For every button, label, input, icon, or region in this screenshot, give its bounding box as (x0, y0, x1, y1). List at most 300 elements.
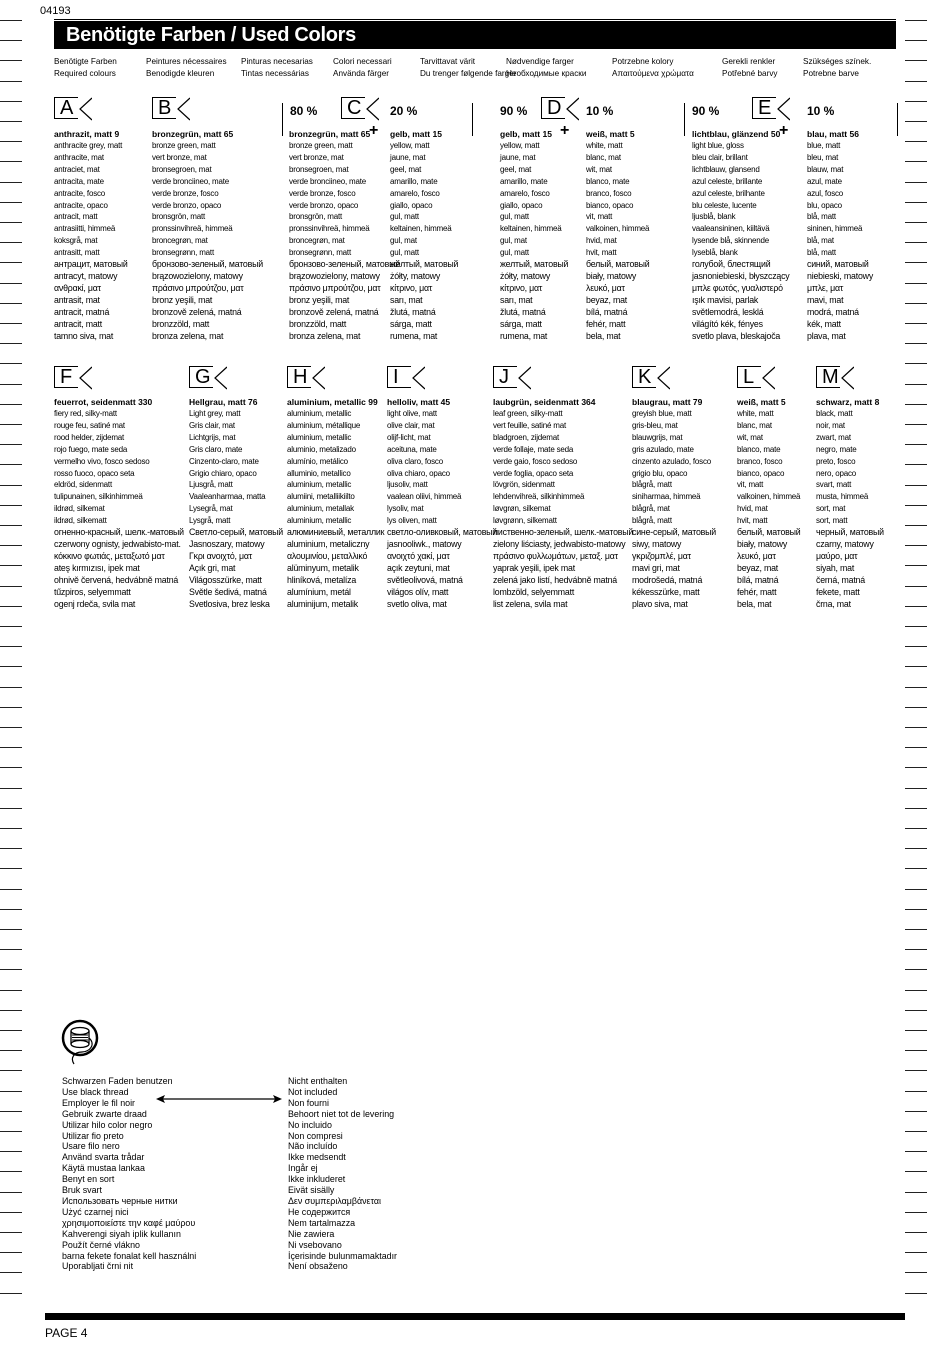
thread-line: Använd svarta trådar (62, 1152, 145, 1163)
color-name-translation: noir, mat (816, 420, 845, 430)
header-label: Pinturas necesarias (241, 57, 313, 66)
color-name-translation: světlemodrá, lesklá (692, 306, 764, 317)
color-entry (632, 397, 716, 610)
color-name-translation: geel, mat (390, 164, 422, 174)
color-name-translation: bronsegrønn, matt (152, 248, 214, 258)
thread-line: Behoort niet tot de levering (288, 1108, 395, 1119)
mix-plus-sign: + (560, 122, 570, 139)
margin-tick (0, 384, 22, 385)
color-name-translation: svetlo plava, bleskajoča (692, 330, 781, 341)
margin-tick (905, 60, 927, 61)
color-name-translation: musta, himmeä (816, 492, 869, 502)
color-name-translation: sort, matt (816, 516, 848, 526)
divider-line (472, 103, 473, 136)
top-rule (54, 19, 896, 20)
color-name-translation: aluminium, métallique (287, 420, 361, 430)
header-label-group (612, 56, 694, 80)
margin-tick (905, 969, 927, 970)
margin-tick (905, 101, 927, 102)
color-name-translation: πράσινο μπρούτζου, ματ (289, 282, 381, 293)
margin-tick (905, 828, 927, 829)
color-name-translation: Jasnoszary, matowy (189, 538, 265, 549)
thread-line: Não incluído (288, 1141, 338, 1152)
mix-percent: 90 % (692, 104, 720, 118)
color-name-translation: hvid, mat (586, 236, 617, 246)
color-name-translation: valkoinen, himmeä (737, 492, 801, 502)
color-letter: E (758, 97, 772, 119)
margin-tick (0, 606, 22, 607)
color-name-main: lichtblau, glänzend 50 (692, 129, 781, 139)
color-name-translation: azul, mate (807, 176, 842, 186)
thread-line: Kahverengi siyah iplik kullanın (62, 1228, 181, 1239)
color-name-main: blaugrau, matt 79 (632, 397, 703, 407)
color-name-translation: brązowozielony, matowy (152, 270, 243, 281)
color-name-translation: jasnooliwk., matowy (387, 538, 462, 549)
color-name-translation: tűzpiros, selyemmatt (54, 586, 131, 597)
margin-tick (905, 464, 927, 465)
margin-tick (905, 202, 927, 203)
thread-line: Employer le fil noir (62, 1097, 135, 1108)
margin-tick (905, 1212, 927, 1213)
color-name-translation: bronsgrön, matt (152, 212, 206, 222)
color-name-translation: alumínium, metál (287, 586, 351, 597)
margin-tick (905, 646, 927, 647)
color-letter-box (493, 366, 531, 388)
margin-tick (0, 323, 22, 324)
color-name-translation: siwy, matowy (632, 538, 682, 549)
header-label-group (333, 56, 392, 80)
margin-tick (905, 889, 927, 890)
margin-tick (0, 889, 22, 890)
page-code: 04193 (40, 5, 71, 17)
color-entry (807, 129, 873, 342)
margin-tick (0, 121, 22, 122)
color-name-translation: zelená jako listí, hedvábně matná (493, 574, 617, 585)
color-name-translation: zielony liściasty, jedwabisto-matowy (493, 538, 626, 549)
color-name-translation: vermelho vivo, fosco sedoso (54, 456, 150, 466)
margin-tick (0, 1030, 22, 1031)
color-entry (737, 397, 800, 610)
margin-tick (0, 1192, 22, 1193)
margin-tick (0, 303, 22, 304)
color-entry (692, 129, 789, 342)
color-name-translation: olijf-licht, mat (387, 432, 431, 442)
margin-tick (905, 990, 927, 991)
margin-tick (905, 868, 927, 869)
margin-tick (0, 1111, 22, 1112)
color-name-translation: blå, matt (807, 212, 836, 222)
margin-tick (0, 990, 22, 991)
color-name-translation: rumena, mat (500, 330, 548, 341)
color-name-translation: fehér, matt (737, 586, 777, 597)
color-name-translation: Világosszürke, matt (189, 574, 262, 585)
color-name-translation: żółty, matowy (390, 270, 441, 281)
thread-line: Ikke medsendt (288, 1152, 346, 1163)
color-name-translation: lichtblauw, glansend (692, 164, 760, 174)
color-name-translation: list zelena, svila mat (493, 598, 568, 609)
color-name-translation: cinzento azulado, fosco (632, 456, 712, 466)
margin-tick (0, 141, 22, 142)
thread-line: Ni vsebovano (288, 1239, 342, 1250)
color-name-translation: açık zeytuni, mat (387, 562, 450, 573)
color-name-translation: сине-серый, матовый (632, 527, 716, 538)
margin-tick (905, 1192, 927, 1193)
color-name-translation: broncegrøn, mat (289, 236, 345, 246)
color-letter-box (341, 97, 379, 119)
color-name-translation: bladgroen, zijdemat (493, 432, 560, 442)
color-name-translation: løvgrønn, silkematt (493, 516, 557, 526)
color-name-translation: Ljusgrå, matt (189, 480, 233, 490)
color-name-translation: beyaz, mat (737, 562, 779, 573)
color-letter: L (743, 366, 755, 388)
margin-tick (905, 606, 927, 607)
color-name-translation: antracyt, matowy (54, 270, 118, 281)
color-letter: J (499, 366, 509, 388)
color-name-translation: keltainen, himmeä (390, 224, 452, 234)
color-name-translation: Светло-серый, матовый (189, 527, 284, 538)
color-name-translation: jaune, mat (500, 152, 536, 162)
color-name-translation: light blue, gloss (692, 141, 744, 150)
thread-line: Käytä mustaa lankaa (62, 1163, 145, 1174)
color-name-translation: blanco, mate (586, 176, 630, 186)
color-name-translation: broncegrøn, mat (152, 236, 208, 246)
margin-tick (905, 848, 927, 849)
color-name-translation: blå, mat (807, 236, 834, 246)
margin-tick (905, 283, 927, 284)
color-name-translation: bílá, matná (586, 306, 628, 317)
color-name-translation: wit, mat (737, 432, 763, 442)
color-name-translation: rosso fuoco, opaco seta (54, 468, 135, 478)
color-name-translation: bronsegroen, mat (152, 164, 212, 174)
color-name-translation: negro, mate (816, 444, 857, 454)
box-notch (176, 97, 190, 121)
color-letter: C (347, 97, 362, 119)
margin-tick (0, 1232, 22, 1233)
margin-tick (905, 626, 927, 627)
margin-tick (0, 485, 22, 486)
margin-tick (905, 727, 927, 728)
color-letter: I (393, 366, 399, 388)
box-notch (411, 366, 425, 390)
margin-tick (0, 909, 22, 910)
color-name-translation: κίτρινο, ματ (390, 282, 433, 293)
color-name-translation: bronzzöld, matt (289, 318, 347, 329)
color-letter-box (541, 97, 579, 119)
color-name-translation: biały, matowy (737, 538, 788, 549)
margin-tick (905, 707, 927, 708)
color-name-translation: bleu clair, brillant (692, 152, 748, 162)
color-name-translation: czarny, matowy (816, 538, 874, 549)
box-notch (840, 366, 854, 390)
color-name-translation: verde follaje, mate seda (493, 444, 574, 454)
color-name-translation: antracite, opaco (54, 200, 108, 210)
margin-tick (905, 343, 927, 344)
color-name-translation: gris azulado, mate (632, 444, 694, 454)
thread-line: İçerisinde bulunmamaktadır (288, 1250, 398, 1261)
color-name-translation: aluminium, metallic (287, 516, 352, 526)
thread-line: Non fourni (288, 1097, 329, 1108)
color-name-translation: ogenj rdeča, svila mat (54, 598, 136, 609)
box-notch (565, 97, 579, 121)
header-label: Potrzebne kolory (612, 57, 674, 66)
margin-tick (905, 485, 927, 486)
color-name-translation: világos olív, matt (387, 586, 449, 597)
margin-tick (0, 1272, 22, 1273)
color-name-translation: aluminio, metalizado (287, 444, 356, 454)
thread-line: Use black thread (62, 1086, 129, 1097)
color-name-translation: giallo, opaco (390, 200, 433, 210)
color-name-translation: yellow, matt (500, 141, 540, 150)
color-name-translation: kék, matt (807, 318, 841, 329)
margin-tick (0, 1050, 22, 1051)
header-label: Необходимые краски (506, 69, 587, 78)
color-name-translation: bronze green, matt (289, 141, 353, 150)
color-name-translation: tulipunainen, silkinhimmeä (54, 492, 143, 502)
margin-tick (0, 1212, 22, 1213)
color-name-translation: žlutá, matná (500, 306, 546, 317)
color-name-translation: светло-оливковый, матовый (387, 527, 497, 538)
color-letter-box (54, 366, 92, 388)
color-name-translation: Γκρι ανοιχτό, ματ (189, 550, 253, 561)
margin-tick (0, 202, 22, 203)
color-name-translation: gul, mat (390, 236, 417, 246)
color-name-translation: beyaz, mat (586, 294, 628, 305)
margin-tick (0, 565, 22, 566)
color-name-translation: λευκό, ματ (586, 282, 625, 293)
color-letter: B (158, 97, 172, 119)
color-name-translation: sárga, matt (390, 318, 432, 329)
color-entry (289, 129, 400, 342)
color-name-main: weiß, matt 5 (586, 129, 635, 139)
margin-tick (905, 1050, 927, 1051)
color-name-translation: grigio blu, opaco (632, 468, 688, 478)
color-name-translation: niebieski, matowy (807, 270, 874, 281)
color-name-translation: verde bronzo, opaco (152, 200, 222, 210)
color-name-translation: blå, matt (807, 248, 836, 258)
color-name-main: weiß, matt 5 (737, 397, 786, 407)
margin-tick (905, 20, 927, 21)
color-name-main: anthrazit, matt 9 (54, 129, 120, 139)
color-entry (387, 397, 497, 610)
margin-tick (0, 808, 22, 809)
margin-tick (905, 262, 927, 263)
color-name-translation: голубой, блестящий (692, 259, 771, 270)
color-name-translation: blanco, mate (737, 444, 781, 454)
color-name-translation: ανθρακί, ματ (54, 282, 101, 293)
mix-percent: 20 % (390, 104, 418, 118)
color-name-translation: azul celeste, brillante (692, 176, 763, 186)
header-label: Required colours (54, 69, 116, 78)
color-name-translation: λευκό, ματ (737, 550, 776, 561)
color-name-translation: μπλε, ματ (807, 282, 844, 293)
thread-line: Не содержится (288, 1206, 351, 1217)
margin-tick (905, 949, 927, 950)
color-name-translation: blu celeste, lucente (692, 200, 757, 210)
thread-line: Nicht enthalten (288, 1076, 348, 1086)
margin-tick (905, 1070, 927, 1071)
color-name-translation: verde bronze, fosco (289, 188, 356, 198)
margin-tick (905, 141, 927, 142)
color-name-translation: желтый, матовый (500, 259, 569, 270)
thread-line: Not included (288, 1086, 338, 1097)
color-name-translation: biały, matowy (586, 270, 637, 281)
mix-plus-sign: + (369, 122, 379, 139)
thread-line: Ikke inkluderet (288, 1174, 346, 1185)
color-name-main: blau, matt 56 (807, 129, 859, 139)
color-name-translation: plava, mat (807, 330, 846, 341)
color-name-translation: Gris claro, mate (189, 444, 243, 454)
color-name-translation: černá, matná (816, 574, 865, 585)
margin-tick (905, 586, 927, 587)
margin-tick (905, 929, 927, 930)
color-name-main: aluminium, metallic 99 (287, 397, 378, 407)
margin-tick (905, 1010, 927, 1011)
color-name-translation: rouge feu, satiné mat (54, 420, 125, 430)
color-name-translation: jaune, mat (390, 152, 426, 162)
color-name-translation: lyseblå, blank (692, 248, 738, 258)
margin-tick (0, 242, 22, 243)
margin-tick (0, 404, 22, 405)
color-name-translation: vert bronze, mat (289, 152, 344, 162)
color-name-translation: aluminium, metallic (287, 409, 352, 418)
color-name-translation: rumena, mat (390, 330, 438, 341)
margin-tick (0, 868, 22, 869)
margin-tick (905, 1030, 927, 1031)
header-label: Peintures nécessaires (146, 57, 227, 66)
color-entry (152, 129, 263, 342)
color-name-translation: oliva claro, fosco (387, 456, 443, 466)
margin-tick (0, 767, 22, 768)
color-name-translation: Lysgrå, matt (189, 516, 231, 526)
header-label-group (54, 56, 117, 80)
color-entry (816, 397, 884, 610)
margin-tick (905, 1091, 927, 1092)
color-name-main: bronzegrün, matt 65 (289, 129, 371, 139)
color-name-translation: ildrød, silkemat (54, 504, 105, 514)
color-name-translation: branco, fosco (586, 188, 632, 198)
color-letter-box (287, 366, 325, 388)
color-name-translation: kékesszürke, matt (632, 586, 700, 597)
color-letter: M (822, 366, 839, 388)
margin-tick (0, 626, 22, 627)
color-name-translation: κόκκινο φωτιάς, μεταξωτό ματ (54, 550, 165, 561)
page-title: Benötigte Farben / Used Colors (54, 21, 896, 49)
color-name-translation: antrasiitti, himmeä (54, 224, 116, 234)
color-name-translation: Grigio chiaro, opaco (189, 468, 257, 478)
margin-tick (905, 666, 927, 667)
margin-tick (0, 788, 22, 789)
color-name-translation: anthracite, mat (54, 152, 104, 162)
color-name-main: gelb, matt 15 (500, 129, 552, 139)
thread-line: Nem tartalmazza (288, 1217, 356, 1228)
color-name-main: gelb, matt 15 (390, 129, 442, 139)
margin-tick (905, 687, 927, 688)
header-label-group (803, 56, 871, 80)
margin-tick (905, 747, 927, 748)
color-name-translation: Açık gri, mat (189, 562, 236, 573)
color-name-translation: verde bronciineo, mate (289, 176, 366, 186)
color-letter-box (189, 366, 227, 388)
header-label-group (146, 56, 227, 80)
color-name-translation: blu, opaco (807, 200, 842, 210)
header-label-group (241, 56, 313, 80)
margin-tick (905, 363, 927, 364)
thread-line: barna fekete fonalat kell használni (62, 1250, 197, 1261)
color-name-translation: bronz yeşili, mat (152, 294, 213, 305)
color-name-translation: verde foglia, opaco seta (493, 468, 574, 478)
color-letter-box (737, 366, 775, 388)
margin-tick (0, 20, 22, 21)
margin-tick (0, 949, 22, 950)
box-notch (311, 366, 325, 390)
color-entry (54, 397, 184, 610)
color-name-translation: fehér, matt (586, 318, 626, 329)
color-name-translation: black, matt (816, 409, 853, 418)
color-name-translation: light olive, matt (387, 409, 437, 418)
right-margin-ticks (905, 0, 927, 1369)
margin-tick (0, 161, 22, 162)
color-name-translation: bronzzöld, matt (152, 318, 210, 329)
color-name-translation: világító kék, fényes (692, 318, 763, 329)
color-name-translation: antrasitt, matt (54, 248, 100, 258)
thread-line: Utilizar fio preto (62, 1130, 124, 1141)
color-name-translation: modrá, matná (807, 306, 859, 317)
thread-line: Gebruik zwarte draad (62, 1108, 147, 1119)
thread-line: Non compresi (288, 1130, 343, 1141)
color-name-translation: bleu, mat (807, 152, 839, 162)
color-name-translation: blågrå, matt (632, 480, 672, 490)
color-name-translation: wit, mat (586, 164, 612, 174)
color-name-translation: hliníková, metalíza (287, 574, 357, 585)
margin-tick (905, 909, 927, 910)
color-name-translation: rojo fuego, mate seda (54, 444, 128, 454)
color-name-translation: eldröd, sidenmatt (54, 480, 112, 490)
color-name-translation: γκριζομπλέ, ματ (632, 550, 691, 561)
color-name-translation: blanc, mat (737, 420, 772, 430)
color-name-translation: žlutá, matná (390, 306, 436, 317)
margin-tick (905, 182, 927, 183)
color-name-translation: żółty, matowy (500, 270, 551, 281)
color-name-translation: blågrå, matt (632, 516, 672, 526)
mix-percent: 10 % (807, 104, 835, 118)
color-name-translation: алюминиевый, металлик (287, 527, 385, 538)
margin-tick (905, 384, 927, 385)
color-name-translation: Lysegrå, mat (189, 504, 233, 514)
thread-line: Uporabljati črni nit (62, 1261, 134, 1272)
color-name-translation: lysoliv, mat (387, 504, 424, 514)
margin-tick (905, 1171, 927, 1172)
margin-tick (0, 40, 22, 41)
color-name-translation: plavo siva, mat (632, 598, 688, 609)
color-name-translation: sort, mat (816, 504, 846, 514)
color-name-translation: vaaleansininen, kiiltävä (692, 224, 770, 234)
color-name-translation: gul, matt (500, 248, 529, 258)
header-label: Du trenger følgende farger (420, 69, 517, 78)
color-name-translation: antraciet, mat (54, 164, 100, 174)
color-name-translation: geel, mat (500, 164, 532, 174)
color-name-translation: antracite, fosco (54, 188, 106, 198)
color-name-translation: sárga, matt (500, 318, 542, 329)
margin-tick (0, 505, 22, 506)
margin-tick (0, 283, 22, 284)
color-name-translation: lövgrön, sidenmatt (493, 480, 555, 490)
color-name-translation: aluminijum, metalik (287, 598, 358, 609)
color-name-translation: белый, матовый (586, 259, 650, 270)
color-letter: A (60, 97, 74, 119)
box-notch (656, 366, 670, 390)
color-name-main: helloliv, matt 45 (387, 397, 451, 407)
margin-tick (0, 545, 22, 546)
